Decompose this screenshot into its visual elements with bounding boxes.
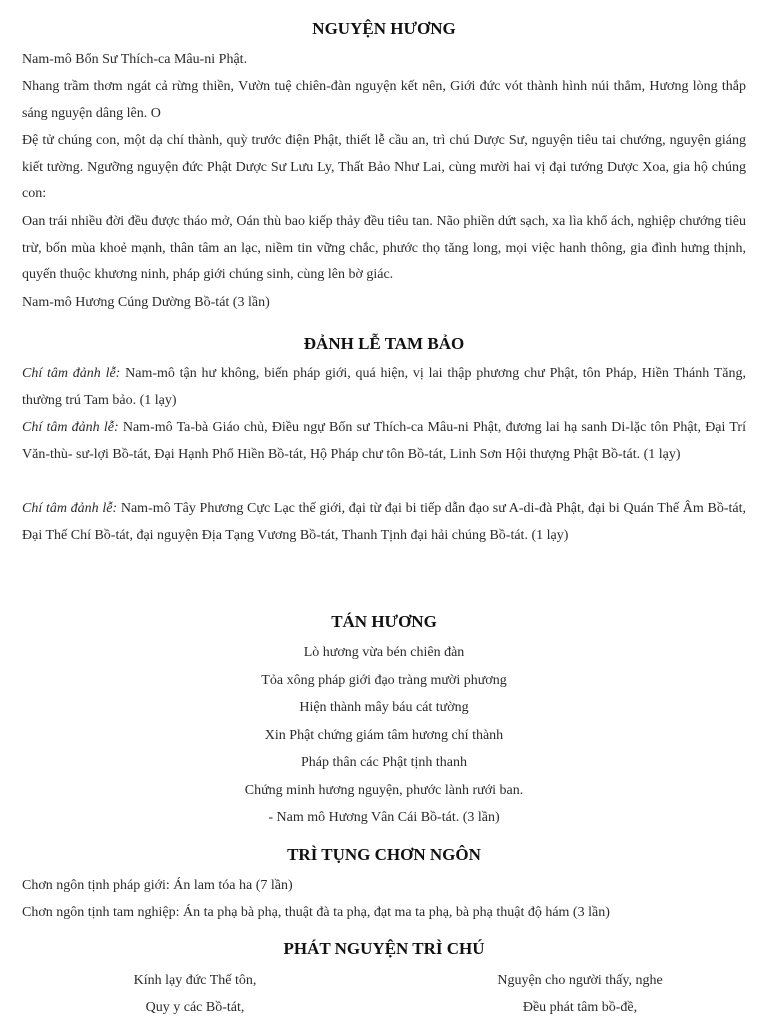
section-title-danh-le: ĐẢNH LỄ TAM BẢO: [303, 334, 465, 353]
section-title-tri-tung: TRÌ TỤNG CHƠN NGÔN: [287, 845, 481, 864]
verse-line: - Nam mô Hương Vân Cái Bồ-tát. (3 lần): [268, 810, 500, 825]
offering-paragraph: Nam-mô Hương Cúng Dường Bồ-tát (3 lần): [22, 295, 270, 310]
prostration-lead: Chí tâm đảnh lễ:: [22, 501, 118, 516]
prostration-lead: Chí tâm đảnh lễ:: [22, 420, 119, 435]
wishes-paragraph: Oan trái nhiều đời đều được tháo mở, Oán thù bao kiếp thảy đều tiêu tan. Não phiền dứt sạch, xa lìa khổ ách, nghiệp chướng tiêu trừ, bốn mùa khoẻ mạnh, thân tâm an lạc, niềm tin vững chắc, phước thọ tăng long, mọi việc hanh thông, gia đình hưng thịnh, quyến thuộc khương ninh, pháp giới chúng sinh, cùng lên bờ giác.: [22, 214, 746, 282]
verse-line: Chứng minh hương nguyện, phước lành rưới ban.: [244, 783, 524, 798]
incense-verse-paragraph: Nhang trầm thơm ngát cả rừng thiền, Vườn tuệ chiên-đàn nguyện kết nên, Giới đức vót thành hình núi thẳm, Hương lòng thắp sáng nguyện dâng lên. O: [22, 79, 746, 121]
verse-line: Tỏa xông pháp giới đạo tràng mười phương: [261, 673, 507, 688]
vow-line-left: Kính lạy đức Thế tôn,: [133, 973, 257, 988]
invocation-paragraph: Nam-mô Bổn Sư Thích-ca Mâu-ni Phật.: [22, 52, 248, 67]
prostration-paragraph: [22, 415, 746, 468]
verse-line: Hiện thành mây báu cát tường: [299, 700, 469, 715]
section-title-nguyen-huong: NGUYỆN HƯƠNG: [312, 19, 456, 38]
prostration-paragraph: [22, 496, 746, 549]
prostration-text: Nam-mô Ta-bà Giáo chủ, Điều ngự Bổn sư Thích-ca Mâu-ni Phật, đương lai hạ sanh Di-lặc tôn Phật, Đại Trí Văn-thù- sư-lợi Bồ-tát, Đại Hạnh Phổ Hiền Bồ-tát, Hộ Pháp chư tôn Bồ-tát, Linh Sơn Hội thượng Phật Bồ-tát. (1 lạy): [22, 420, 746, 462]
prostration-paragraph: [22, 361, 746, 414]
mantra-paragraph: Chơn ngôn tịnh pháp giới: Án lam tóa ha (7 lần): [22, 878, 293, 893]
prostration-text: Nam-mô Tây Phương Cực Lạc thế giới, đại từ đại bi tiếp dẫn đạo sư A-di-đà Phật, đại bi Quán Thế Âm Bồ-tát, Đại Thế Chí Bồ-tát, đại nguyện Địa Tạng Vương Bồ-tát, Thanh Tịnh đại hải chúng Bồ-tát. (1 lạy): [22, 501, 746, 543]
mantra-paragraph: Chơn ngôn tịnh tam nghiệp: Án ta phạ bà phạ, thuật đà ta phạ, đạt ma ta phạ, bà phạ thuật độ hám (3 lần): [22, 905, 610, 920]
verse-line: Xin Phật chứng giám tâm hương chí thành: [264, 728, 504, 743]
verse-line: Pháp thân các Phật tịnh thanh: [300, 755, 468, 770]
section-title-tan-huong: TÁN HƯƠNG: [331, 612, 437, 631]
prostration-text: Nam-mô tận hư không, biến pháp giới, quá hiện, vị lai thập phương chư Phật, tôn Pháp, Hiền Thánh Tăng, thường trú Tam bảo. (1 lạy): [22, 366, 747, 408]
section-title-phat-nguyen: PHÁT NGUYỆN TRÌ CHÚ: [283, 939, 485, 958]
prostration-lead: Chí tâm đảnh lễ:: [22, 366, 121, 381]
verse-line: Lò hương vừa bén chiên đàn: [303, 645, 465, 660]
vow-line-right: Nguyện cho người thấy, nghe: [497, 973, 663, 988]
vow-line-right: Đều phát tâm bồ-đề,: [522, 1000, 638, 1015]
vow-line-left: Quy y các Bồ-tát,: [145, 1000, 245, 1015]
disciple-prayer-paragraph: Đệ tử chúng con, một dạ chí thành, quỳ trước điện Phật, thiết lễ cầu an, trì chú Dược Sư, nguyện tiêu tai chướng, nguyện giáng kiết tường. Ngưỡng nguyện đức Phật Dược Sư Lưu Ly, Thất Bảo Như Lai, cùng mười hai vị đại tướng Dược Xoa, gia hộ chúng con:: [22, 133, 746, 201]
